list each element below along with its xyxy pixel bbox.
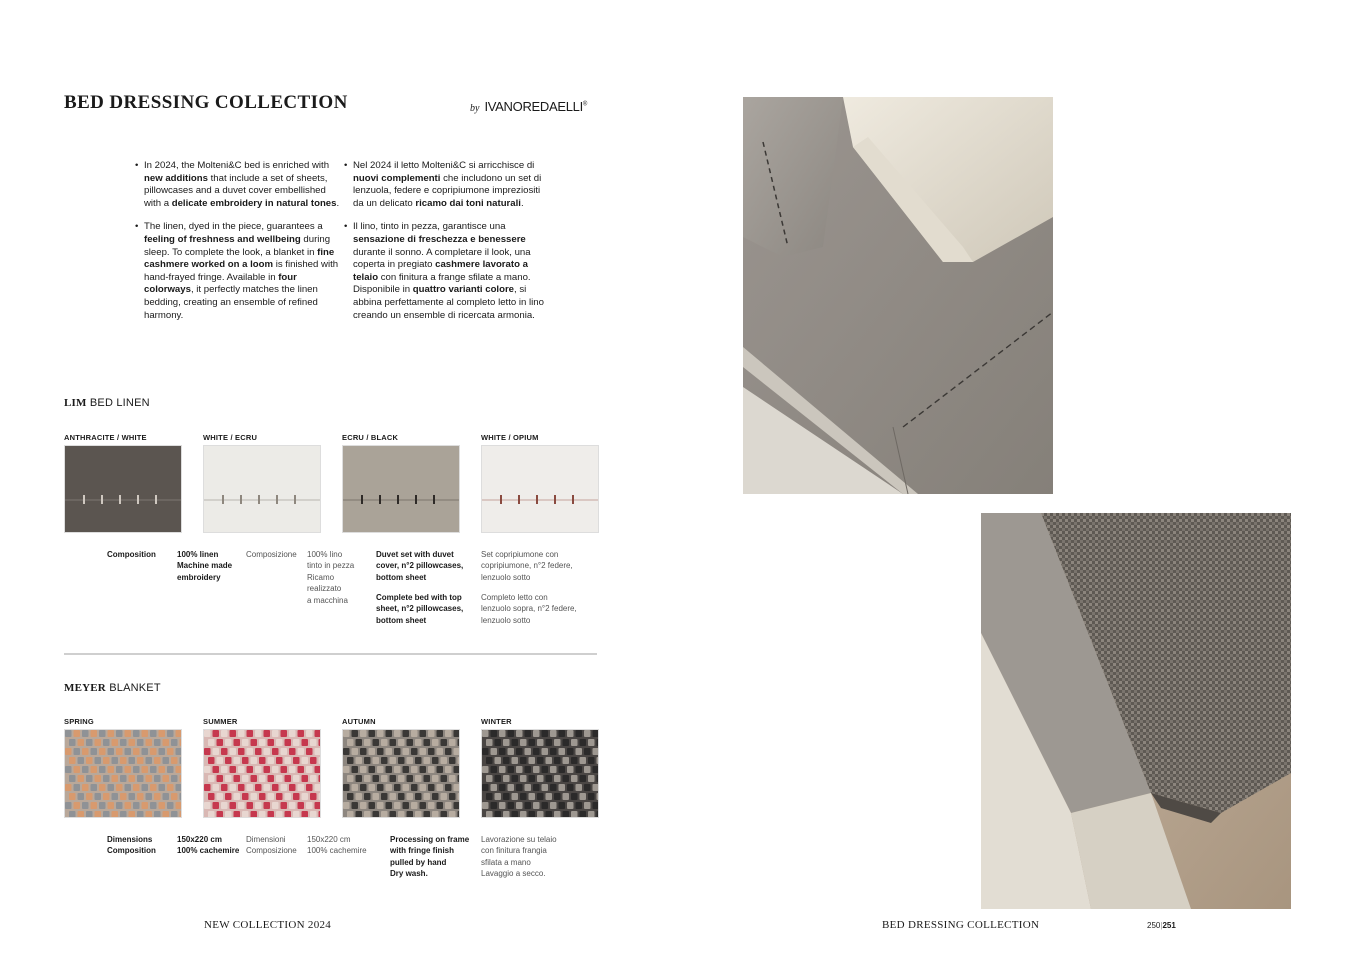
lim-set-en-duvet: Duvet set with duvet cover, n°2 pillowcases, bottom sheet [376,550,464,582]
lim-swatch-embroidery [482,446,598,532]
lim-swatch-label: ECRU / BLACK [342,433,399,442]
meyer-name: MEYER [64,682,106,694]
page-number-right: 251 [1162,921,1176,930]
intro-it-paragraph [353,221,549,322]
page-numbers [1147,921,1176,930]
blanket-photo-svg [981,513,1291,909]
lim-swatch-label: WHITE / OPIUM [481,433,539,442]
bed-linen-photo [743,97,1053,494]
intro-en-text-run: four colorways [144,271,297,296]
lim-composizione-value: 100% lino tinto in pezza Ricamo realizzato a macchina [307,550,355,605]
page-title: BED DRESSING COLLECTION [64,92,348,113]
lim-set-it-duvet: Set copripiumone con copripiumone, n°2 federe, lenzuolo sotto [481,550,573,582]
intro-it-text-run: durante il sonno. A completare il look, una coperta in pregiato [353,246,531,271]
lim-swatch-label: ANTHRACITE / WHITE [64,433,147,442]
page-number-separator: | [1160,921,1163,930]
intro-en-text-run: The linen, dyed in the piece, guarantees a [144,221,323,233]
meyer-swatch [481,729,599,818]
lim-set-it-complete: Completo letto con lenzuolo sopra, n°2 federe, lenzuolo sotto [481,593,577,625]
brand-mark: ® [582,101,588,108]
brand-name: IVANOREDAELLI [484,99,583,114]
section-divider [64,653,597,655]
meyer-labels-it: Dimensioni Composizione [246,835,297,856]
lim-swatch [203,445,321,533]
blanket-photo [981,513,1291,909]
meyer-subtitle: BLANKET [109,682,161,694]
lim-swatch-label: WHITE / ECRU [203,433,258,442]
lim-subtitle: BED LINEN [89,397,150,409]
meyer-swatch-weave [343,730,459,817]
meyer-labels-en: Dimensions Composition [107,835,156,856]
intro-en-text-run: fine cashmere worked on a loom [144,246,335,271]
intro-it-text-run: sensazione di freschezza e benessere [353,233,526,245]
meyer-swatch [203,729,321,818]
intro-en-text-run: delicate embroidery in natural tones [171,197,337,209]
intro-it-text-run: , si abbina perfettamente al completo letto in lino creando un ensemble di ricercata armonia. [353,284,544,321]
intro-italian [344,160,549,333]
intro-en-paragraph [144,160,340,210]
lim-swatch-embroidery [65,446,181,532]
meyer-swatch-weave [65,730,181,817]
lim-composition-label: Composition [107,550,156,559]
lim-composizione-label: Composizione [246,550,297,559]
intro-english [135,160,340,333]
intro-it-text-run: cashmere lavorato a telaio [353,259,528,283]
lim-swatch [64,445,182,533]
intro-it-text-run: . [520,197,524,209]
lim-set-en-complete: Complete bed with top sheet, n°2 pillowcases, bottom sheet [376,593,464,625]
intro-en-text-run: is finished with hand-frayed fringe. Available in [144,259,339,283]
bed-linen-photo-svg [743,97,1053,494]
intro-it-paragraph [353,160,549,210]
intro-it-text-run: quattro varianti colore [412,284,515,296]
meyer-process-it: Lavorazione su telaio con finitura frangia sfilata a mano Lavaggio a secco. [481,835,557,879]
intro-en-text-run: . [336,197,340,209]
lim-name: LIM [64,397,87,409]
intro-en-text-run: feeling of freshness and wellbeing [144,233,301,245]
intro-it-text-run: ricamo dai toni naturali [415,197,521,209]
by-label: by [470,103,480,114]
lim-swatch [481,445,599,533]
intro-en-text-run: new additions [144,172,208,184]
meyer-swatch-weave [204,730,320,817]
footer-left: NEW COLLECTION 2024 [204,919,332,931]
intro-en-paragraph [144,221,340,322]
meyer-swatch-label: WINTER [481,717,512,726]
meyer-swatch-label: AUTUMN [342,717,376,726]
lim-swatch-embroidery [204,446,320,532]
footer-right: BED DRESSING COLLECTION [882,919,1040,931]
intro-it-text-run: con finitura a frange sfilate a mano. Disponibile in [353,271,531,296]
intro-en-text-run: , it perfectly matches the linen bedding, creating an ensemble of refined harmony. [144,284,318,321]
meyer-process-en: Processing on frame with fringe finish pulled by hand Dry wash. [390,835,470,879]
intro-en-text-run: during sleep. To complete the look, a blanket in [144,233,331,258]
meyer-swatch-weave [482,730,598,817]
intro-it-text-run: che includono un set di lenzuola, federe e copripiumone impreziositi da un delicato [353,172,542,209]
meyer-values-en: 150x220 cm 100% cachemire [177,835,240,856]
lim-composition-value: 100% linen Machine made embroidery [177,550,233,582]
brand-byline [470,99,587,114]
meyer-swatch [64,729,182,818]
page-number-left: 250 [1147,921,1161,930]
meyer-section-title [64,682,161,694]
lim-section-title [64,397,150,409]
meyer-swatch-label: SPRING [64,717,94,726]
intro-it-text-run: nuovi complementi [353,172,441,184]
meyer-values-it: 150x220 cm 100% cachemire [307,835,367,856]
meyer-swatch-label: SUMMER [203,717,238,726]
intro-en-text-run: that include a set of sheets, pillowcases and a duvet cover embellished with a [144,172,328,209]
intro-it-text-run: Il lino, tinto in pezza, garantisce una [353,221,506,233]
meyer-swatch [342,729,460,818]
intro-en-text-run: In 2024, the Molteni&C bed is enriched with [144,160,330,171]
lim-swatch-embroidery [343,446,459,532]
intro-it-text-run: Nel 2024 il letto Molteni&C si arricchisce di [353,160,535,171]
lim-swatch [342,445,460,533]
